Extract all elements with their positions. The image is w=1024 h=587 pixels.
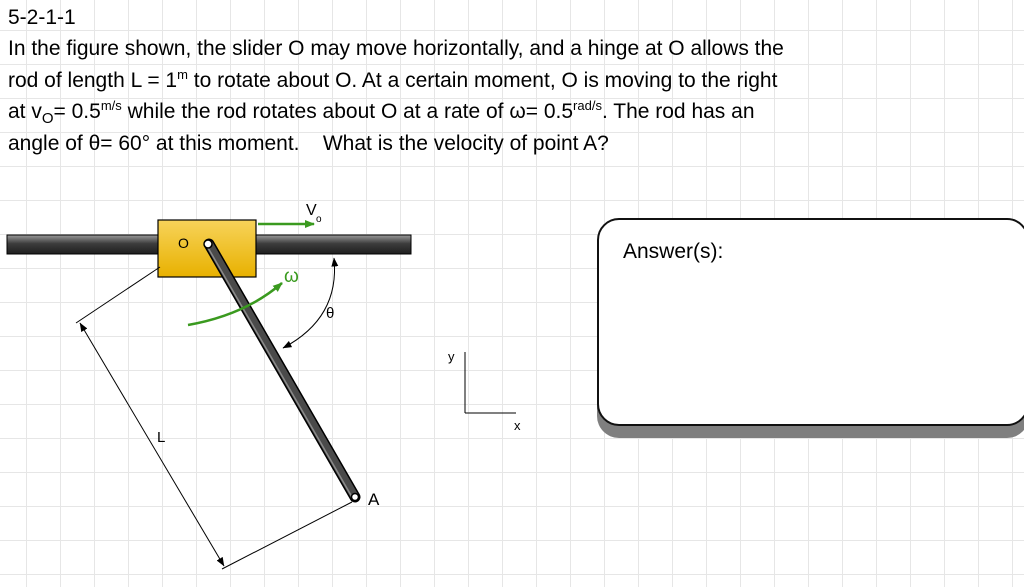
question-text: What is the velocity of point A? [322, 131, 609, 155]
at-v-text: at v [8, 100, 42, 123]
theta-label: θ [326, 305, 335, 322]
problem-id: 5-2-1-1 [8, 6, 76, 29]
point-a-label: A [368, 490, 380, 509]
rod-has-text: . The rod has an [601, 100, 755, 123]
y-axis-label: y [448, 349, 455, 364]
length-extension-lower [222, 502, 352, 569]
length-extension-upper [76, 267, 160, 323]
answer-label: Answer(s): [623, 240, 724, 263]
length-unit: m [177, 66, 188, 82]
omega-unit: rad/s [573, 98, 602, 113]
omega-text: while the rod rotates about O at a rate of ω= 0.5 [127, 100, 574, 123]
velocity-unit: m/s [100, 98, 122, 113]
problem-line-1: In the figure shown, the slider O may move horizontally, and a hinge at O allows the [8, 37, 784, 60]
velocity-label: V [306, 202, 317, 219]
hinge-pin-o [204, 240, 212, 248]
answer-box[interactable] [597, 218, 1024, 426]
velocity-label-sub: o [316, 214, 322, 225]
length-dimension-line [80, 323, 224, 566]
v-subscript: O [41, 110, 54, 127]
rotate-text: to rotate about O. At a certain moment, O is moving to the right [193, 68, 778, 92]
omega-label: ω [284, 266, 299, 287]
point-o-label: O [178, 235, 189, 251]
x-axis-label: x [514, 418, 521, 433]
length-label: L [157, 429, 166, 446]
pin-a [352, 494, 359, 501]
rod-length-text: rod of length L = 1 [8, 68, 178, 92]
angle-text: angle of θ= 60° at this moment. [8, 131, 300, 155]
velocity-value: = 0.5 [53, 100, 101, 123]
rod [209, 244, 355, 497]
